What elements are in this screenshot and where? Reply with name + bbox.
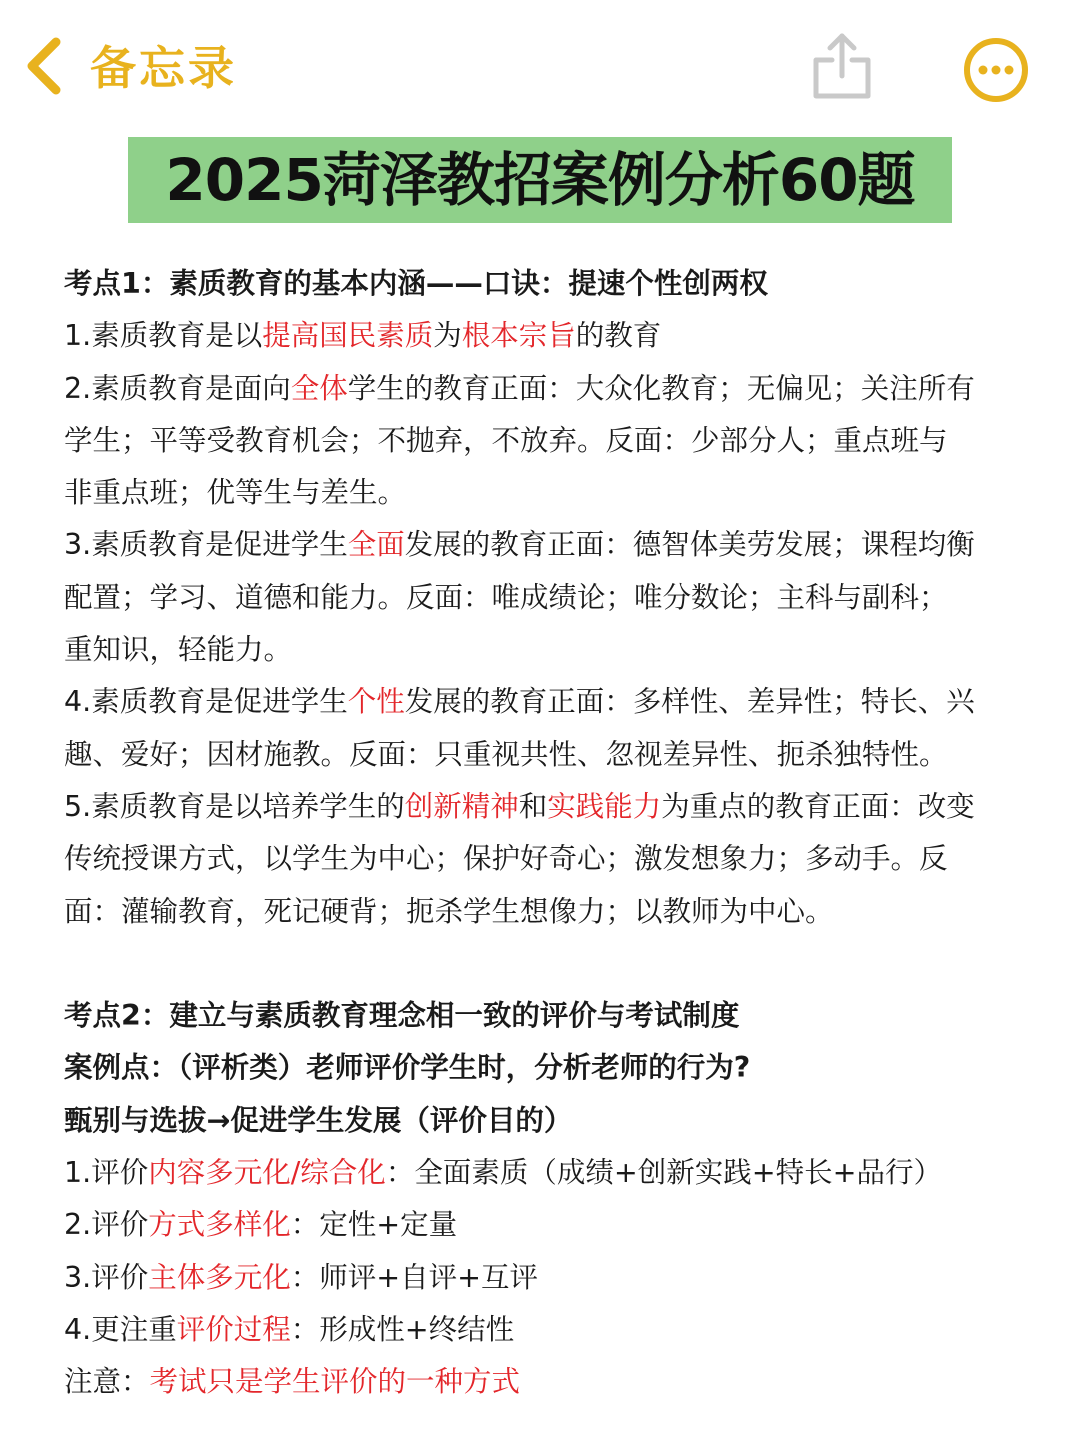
text-segment: 发展的教育正面：多样性、差异性；特长、兴 [404, 685, 975, 719]
text-segment: 非重点班；优等生与差生。 [64, 476, 407, 510]
text-segment: 趣、爱好；因材施教。反面：只重视共性、忽视差异性、扼杀独特性。 [64, 737, 948, 771]
text-segment: 为 [433, 319, 462, 353]
text-line [64, 886, 1039, 938]
text-segment: 学生；平等受教育机会；不抛弃，不放弃。反面：少部分人；重点班与 [64, 423, 948, 457]
text-line [64, 1199, 1039, 1251]
section-heading [64, 990, 1039, 1042]
ellipsis-circle-icon [962, 36, 1030, 104]
back-button[interactable] [22, 34, 66, 98]
highlight-text: 全面 [347, 528, 405, 562]
share-button[interactable] [810, 30, 874, 100]
page-title: 2025菏泽教招案例分析60题 [165, 146, 915, 214]
chevron-left-icon [22, 34, 66, 98]
text-line [64, 310, 1039, 362]
text-segment: ：师评+自评+互评 [290, 1260, 538, 1294]
text-line [64, 833, 1039, 885]
highlight-text: 内容多元化/综合化 [148, 1156, 386, 1190]
text-line [64, 363, 1039, 415]
text-segment: 案例点：（评析类）老师评价学生时，分析老师的行为? [64, 1051, 751, 1085]
text-segment: 发展的教育正面：德智体美劳发展；课程均衡 [404, 528, 975, 562]
highlight-text: 根本宗旨 [461, 319, 576, 353]
text-segment: 重知识，轻能力。 [64, 633, 293, 667]
highlight-text: 个性 [347, 685, 405, 719]
text-segment: 的教育 [575, 319, 662, 353]
highlight-text: 评价过程 [176, 1312, 291, 1346]
text-line [64, 781, 1039, 833]
text-line [64, 624, 1039, 676]
text-line [64, 519, 1039, 571]
highlight-text: 实践能力 [547, 789, 662, 823]
text-line [64, 1147, 1039, 1199]
back-label[interactable]: 备忘录 [90, 41, 237, 95]
text-segment: ：形成性+终结性 [290, 1312, 515, 1346]
highlight-text: 全体 [290, 371, 348, 405]
text-segment: 5.素质教育是以培养学生的 [64, 789, 405, 823]
more-button[interactable] [962, 36, 1030, 104]
text-segment: 4.更注重 [64, 1312, 177, 1346]
text-segment: 3.素质教育是促进学生 [64, 528, 348, 562]
text-segment: 1.评价 [64, 1156, 149, 1190]
text-segment: 3.评价 [64, 1260, 149, 1294]
text-segment: ：定性+定量 [290, 1208, 458, 1242]
section-heading [64, 1042, 1039, 1094]
note-body [64, 258, 1039, 1409]
text-segment: 考点2：建立与素质教育理念相一致的评价与考试制度 [64, 999, 740, 1033]
text-segment: 学生的教育正面：大众化教育；无偏见；关注所有 [347, 371, 975, 405]
text-segment: 配置；学习、道德和能力。反面：唯成绩论；唯分数论；主科与副科； [64, 580, 948, 614]
text-line [64, 572, 1039, 624]
text-segment: 2.素质教育是面向 [64, 371, 291, 405]
section-heading [64, 1095, 1039, 1147]
text-line [64, 1304, 1039, 1356]
text-segment: 2.评价 [64, 1208, 149, 1242]
text-segment: 面：灌输教育，死记硬背；扼杀学生想像力；以教师为中心。 [64, 894, 834, 928]
share-icon [810, 30, 874, 100]
section-heading [64, 258, 1039, 310]
title-banner [128, 137, 952, 223]
text-segment: 为重点的教育正面：改变 [661, 789, 975, 823]
text-line [64, 467, 1039, 519]
text-line [64, 415, 1039, 467]
text-line [64, 729, 1039, 781]
text-segment: 和 [518, 789, 548, 823]
text-segment: 传统授课方式，以学生为中心；保护好奇心；激发想象力；多动手。反 [64, 842, 948, 876]
text-line [64, 1252, 1039, 1304]
text-segment: ：全面素质（成绩+创新实践+特长+品行） [385, 1156, 942, 1190]
highlight-text: 提高国民素质 [262, 319, 434, 353]
text-segment: 4.素质教育是促进学生 [64, 685, 348, 719]
navigation-bar [0, 0, 1080, 130]
text-segment: 1.素质教育是以 [64, 319, 263, 353]
highlight-text: 主体多元化 [148, 1260, 291, 1294]
text-segment: 考点1：素质教育的基本内涵——口诀：提速个性创两权 [64, 267, 768, 300]
highlight-text: 方式多样化 [148, 1208, 291, 1242]
blank-line [64, 938, 1039, 990]
text-segment: 注意： [64, 1365, 150, 1399]
text-segment: 甄别与选拔→促进学生发展（评价目的） [64, 1103, 573, 1137]
text-line [64, 1356, 1039, 1408]
highlight-text: 创新精神 [404, 789, 519, 823]
highlight-text: 考试只是学生评价的一种方式 [149, 1365, 521, 1399]
text-line [64, 676, 1039, 728]
